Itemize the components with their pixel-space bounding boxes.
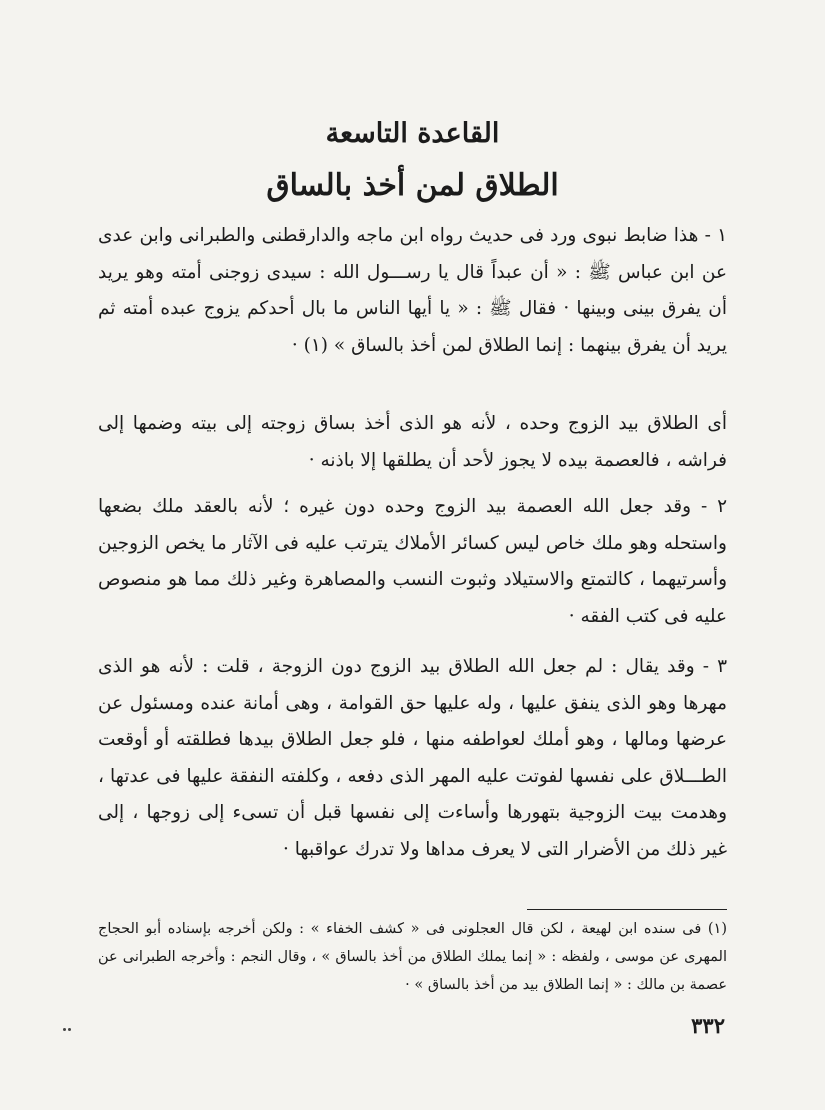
paragraph-1: ١ - هذا ضابط نبوى ورد فى حديث رواه ابن ماجه والدارقطنى والطبرانى وابن عدى عن ابن عباس ﷺ : « أن عبداً قال يا رســـول الله : سيدى زوجنى أمته وهو يريد أن يفرق بينى وبينها · فقال ﷺ : « يا أيها الناس ما بال أحدكم يزوج عبده أمته ثم يريد أن يفرق بينهما : إنما الطلاق لمن أخذ بالساق » (١) · (98, 225, 727, 356)
footnote: (١) فى سنده ابن لهيعة ، لكن قال العجلونى فى « كشف الخفاء » : ولكن أخرجه بإسناده أبو الحجاج المهرى عن موسى ، ولفظه : « إنما يملك الطلاق من أخذ بالساق » ، وقال النجم : وأخرجه الطبرانى عن عصمة بن مالك : « إنما الطلاق بيد من أخذ بالساق » · (98, 921, 727, 993)
footnote-divider (527, 909, 727, 910)
paragraph-3: ٢ - وقد جعل الله العصمة بيد الزوج وحده دون غيره ؛ لأنه بالعقد ملك بضعها واستحله وهو ملك خاص ليس كسائر الأملاك يترتب عليه فى الآثار ما يخص الزوجين وأسرتيهما ، كالتمتع والاستيلاد وثبوت النسب والمصاهرة وغير ذلك مما هو منصوص عليه فى كتب الفقه · (98, 496, 727, 627)
paragraph-4: ٣ - وقد يقال : لم جعل الله الطلاق بيد الزوج دون الزوجة ، قلت : لأنه هو الذى مهرها وهو الذى ينفق عليها ، وله عليها حق القوامة ، وهى أمانة عنده ومسئول عن عرضها ومالها ، وهو أملك لعواطفه منها ، فلو جعل الطلاق بيدها فطلقته أو أوقعت الطـــلاق على نفسها لفوتت عليه المهر الذى دفعه ، وكلفته النفقة عليها فى عدتها ، وهدمت بيت الزوجية بتهورها وأساءت إلى نفسها قبل أن تسىء إلى زوجها ، إلى غير ذلك من الأضرار التى لا يعرف مداها ولا تدرك عواقبها · (98, 656, 727, 860)
rule-title: القاعدة التاسعة (325, 118, 500, 149)
paragraph-2: أى الطلاق بيد الزوج وحده ، لأنه هو الذى أخذ بساق زوجته إلى بيته وضمها إلى فراشه ، فالعصمة بيده لا يجوز لأحد أن يطلقها إلا باذنه · (98, 413, 727, 471)
rule-subtitle: الطلاق لمن أخذ بالساق (266, 168, 559, 203)
page-number: ٣٣٢ (691, 1013, 725, 1038)
ink-speck (63, 1016, 73, 1019)
